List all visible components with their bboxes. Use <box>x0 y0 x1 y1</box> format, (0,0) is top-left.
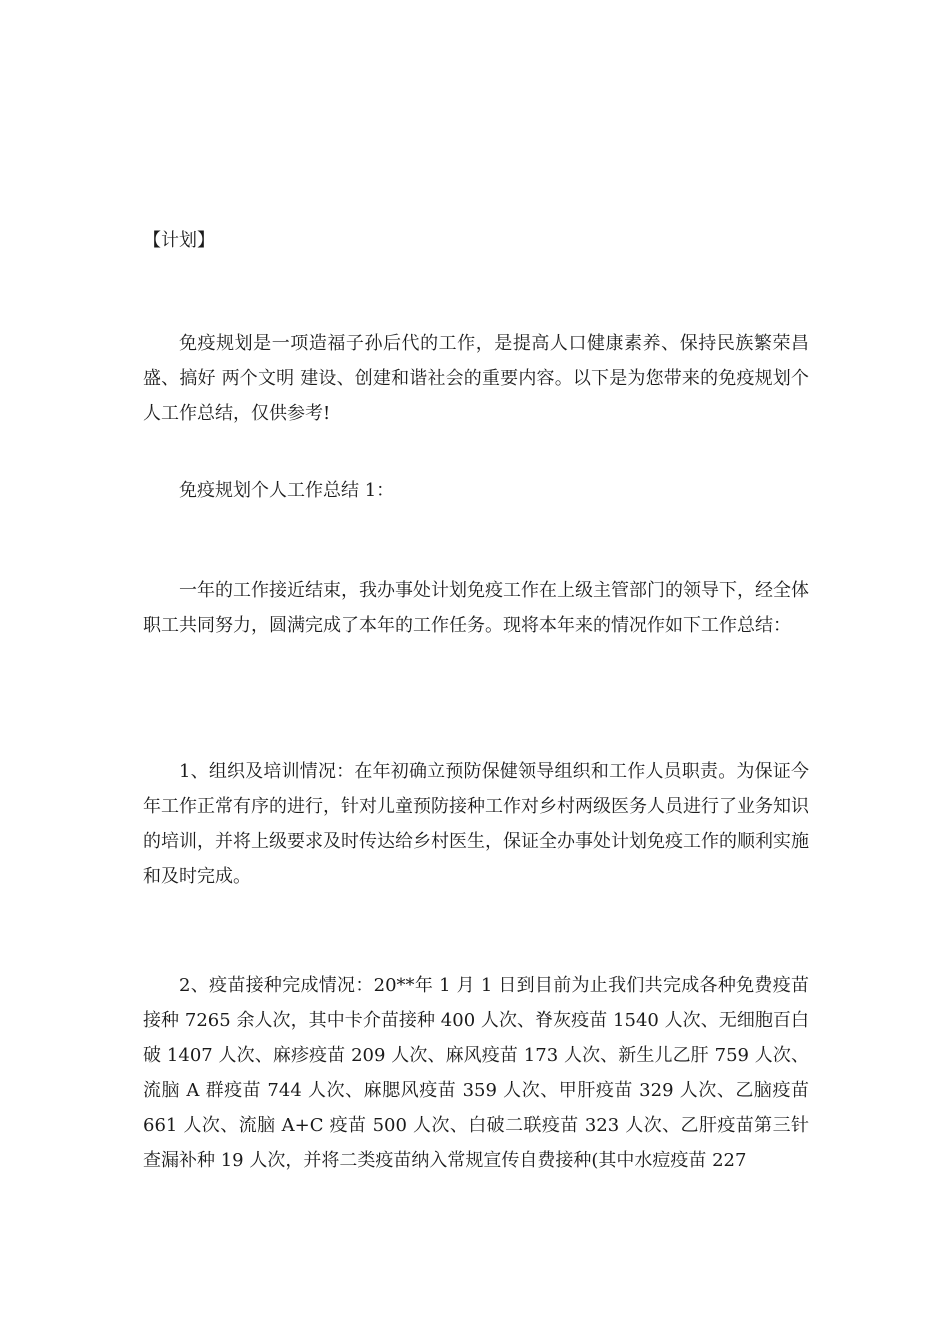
intro-paragraph: 免疫规划是一项造福子孙后代的工作，是提高人口健康素养、保持民族繁荣昌盛、搞好 两个文明 建设、创建和谐社会的重要内容。以下是为您带来的免疫规划个人工作总结，仅供参考! <box>143 333 809 424</box>
vaccination-paragraph: 2、疫苗接种完成情况：20**年 1 月 1 日到目前为止我们共完成各种免费疫苗接种 7265 余人次，其中卡介苗接种 400 人次、脊灰疫苗 1540 人次、无细胞百白破 1407 人次、麻疹疫苗 209 人次、麻风疫苗 173 人次、新生儿乙肝 759 人次、流脑 A 群疫苗 744 人次、麻腮风疫苗 359 人次、甲肝疫苗 329 人次、乙脑疫苗 661 人次、流脑 A+C 疫苗 500 人次、白破二联疫苗 323 人次、乙肝疫苗第三针查漏补种 19 人次，并将二类疫苗纳入常规宣传自费接种(其中水痘疫苗 227 <box>143 975 809 1171</box>
section-title-paragraph: 免疫规划个人工作总结 1： <box>179 480 395 501</box>
document-heading: 【计划】 <box>143 230 215 251</box>
organization-training-paragraph: 1、组织及培训情况：在年初确立预防保健领导组织和工作人员职责。为保证今年工作正常有序的进行，针对儿童预防接种工作对乡村两级医务人员进行了业务知识的培训，并将上级要求及时传达给乡村医生，保证全办事处计划免疫工作的顺利实施和及时完成。 <box>143 761 809 887</box>
summary-paragraph: 一年的工作接近结束，我办事处计划免疫工作在上级主管部门的领导下，经全体职工共同努力，圆满完成了本年的工作任务。现将本年来的情况作如下工作总结： <box>143 580 809 636</box>
